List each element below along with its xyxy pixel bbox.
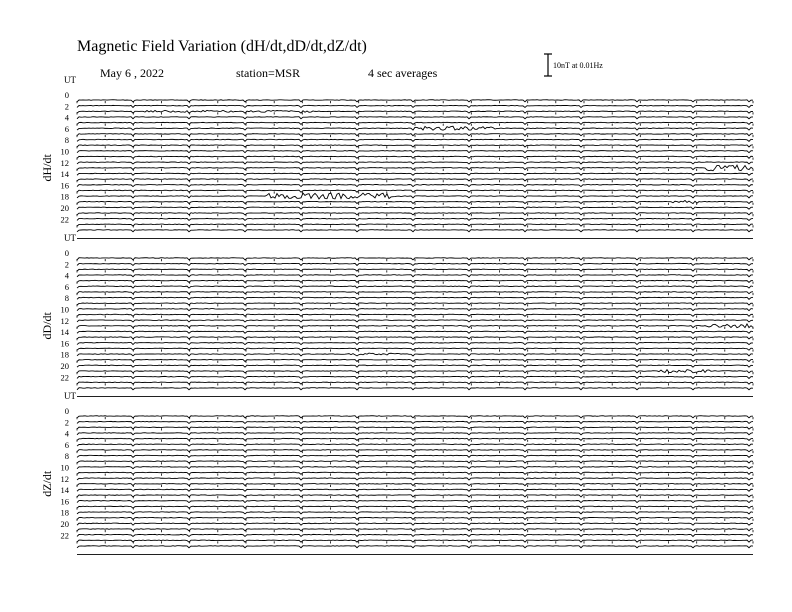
- trace-line: [77, 444, 753, 446]
- trace-line: [77, 286, 753, 288]
- panel-dH-dt: [40, 75, 753, 239]
- hour-tick-label: 12: [60, 157, 69, 168]
- chart-title: Magnetic Field Variation (dH/dt,dD/dt,dZ/dt): [77, 38, 367, 55]
- hour-tick-label: 16: [60, 180, 69, 191]
- hour-tick-label: 18: [60, 349, 69, 360]
- trace-line: [77, 309, 753, 311]
- trace-line: [77, 523, 753, 525]
- hour-tick-label: 6: [64, 281, 69, 292]
- hour-tick-label: 14: [60, 169, 69, 180]
- hour-tick-label: 10: [60, 146, 69, 157]
- hour-tick-label: 12: [60, 315, 69, 326]
- ut-axis-label: UT: [64, 75, 76, 85]
- trace-line: [77, 512, 753, 514]
- trace-line: [77, 173, 753, 175]
- panel-ylabel: dD/dt: [40, 312, 54, 340]
- trace-line: [77, 467, 753, 469]
- panel-dD-dt: [40, 233, 753, 397]
- hour-tick-label: 4: [64, 112, 69, 123]
- trace-line: [77, 105, 753, 107]
- trace-line: [77, 193, 753, 199]
- trace-line: [77, 320, 753, 322]
- trace-line: [77, 207, 753, 209]
- trace-line: [77, 455, 753, 457]
- hour-tick-label: 2: [64, 101, 69, 112]
- hour-tick-label: 4: [64, 428, 69, 439]
- trace-line: [77, 139, 753, 141]
- averages-label: 4 sec averages: [368, 66, 438, 80]
- trace-line: [77, 478, 753, 480]
- ut-axis-label: UT: [64, 233, 76, 243]
- trace-line: [77, 117, 753, 119]
- hour-tick-label: 20: [60, 203, 69, 213]
- hour-tick-label: 0: [64, 90, 69, 100]
- scale-bar-label: 10nT at 0.01Hz: [553, 61, 603, 70]
- trace-line: [77, 376, 753, 378]
- trace-line: [77, 218, 753, 220]
- hour-tick-label: 8: [64, 293, 69, 304]
- scale-bar-icon: [544, 54, 552, 76]
- trace-line: [77, 421, 753, 423]
- hour-tick-label: 16: [60, 338, 69, 349]
- trace-line: [77, 263, 753, 265]
- trace-line: [77, 162, 753, 164]
- trace-line: [77, 500, 753, 502]
- trace-line: [77, 546, 753, 548]
- hour-tick-label: 14: [60, 485, 69, 496]
- hour-tick-label: 20: [60, 361, 69, 371]
- hour-tick-label: 2: [64, 417, 69, 428]
- panel-ylabel: dZ/dt: [40, 470, 54, 497]
- trace-line: [77, 297, 753, 299]
- ut-axis-label: UT: [64, 391, 76, 401]
- trace-line: [77, 151, 753, 153]
- trace-line: [77, 353, 753, 356]
- hour-tick-label: 12: [60, 473, 69, 484]
- trace-line: [77, 184, 753, 186]
- date-label: May 6 , 2022: [100, 66, 164, 80]
- hour-tick-label: 2: [64, 259, 69, 270]
- panel-dZ-dt: [40, 391, 753, 555]
- trace-line: [77, 433, 753, 435]
- hour-tick-label: 22: [60, 530, 69, 541]
- trace-line: [77, 365, 753, 367]
- hour-tick-label: 10: [60, 462, 69, 473]
- hour-tick-label: 6: [64, 439, 69, 450]
- trace-line: [77, 275, 753, 277]
- trace-line: [77, 230, 753, 232]
- panel-ylabel: dH/dt: [40, 154, 54, 182]
- trace-line: [77, 342, 753, 344]
- hour-tick-label: 22: [60, 372, 69, 383]
- hour-tick-label: 6: [64, 123, 69, 134]
- hour-tick-label: 20: [60, 519, 69, 529]
- hour-tick-label: 4: [64, 270, 69, 281]
- trace-line: [77, 126, 753, 130]
- hour-tick-label: 0: [64, 248, 69, 258]
- hour-tick-label: 8: [64, 451, 69, 462]
- trace-line: [77, 331, 753, 333]
- trace-line: [77, 489, 753, 491]
- hour-tick-label: 14: [60, 327, 69, 338]
- hour-tick-label: 16: [60, 496, 69, 507]
- hour-tick-label: 22: [60, 214, 69, 225]
- trace-line: [77, 534, 753, 536]
- hour-tick-label: 0: [64, 406, 69, 416]
- station-label: station=MSR: [236, 66, 301, 80]
- hour-tick-label: 18: [60, 191, 69, 202]
- hour-tick-label: 8: [64, 135, 69, 146]
- hour-tick-label: 18: [60, 507, 69, 518]
- trace-line: [77, 388, 753, 390]
- hour-tick-label: 10: [60, 304, 69, 315]
